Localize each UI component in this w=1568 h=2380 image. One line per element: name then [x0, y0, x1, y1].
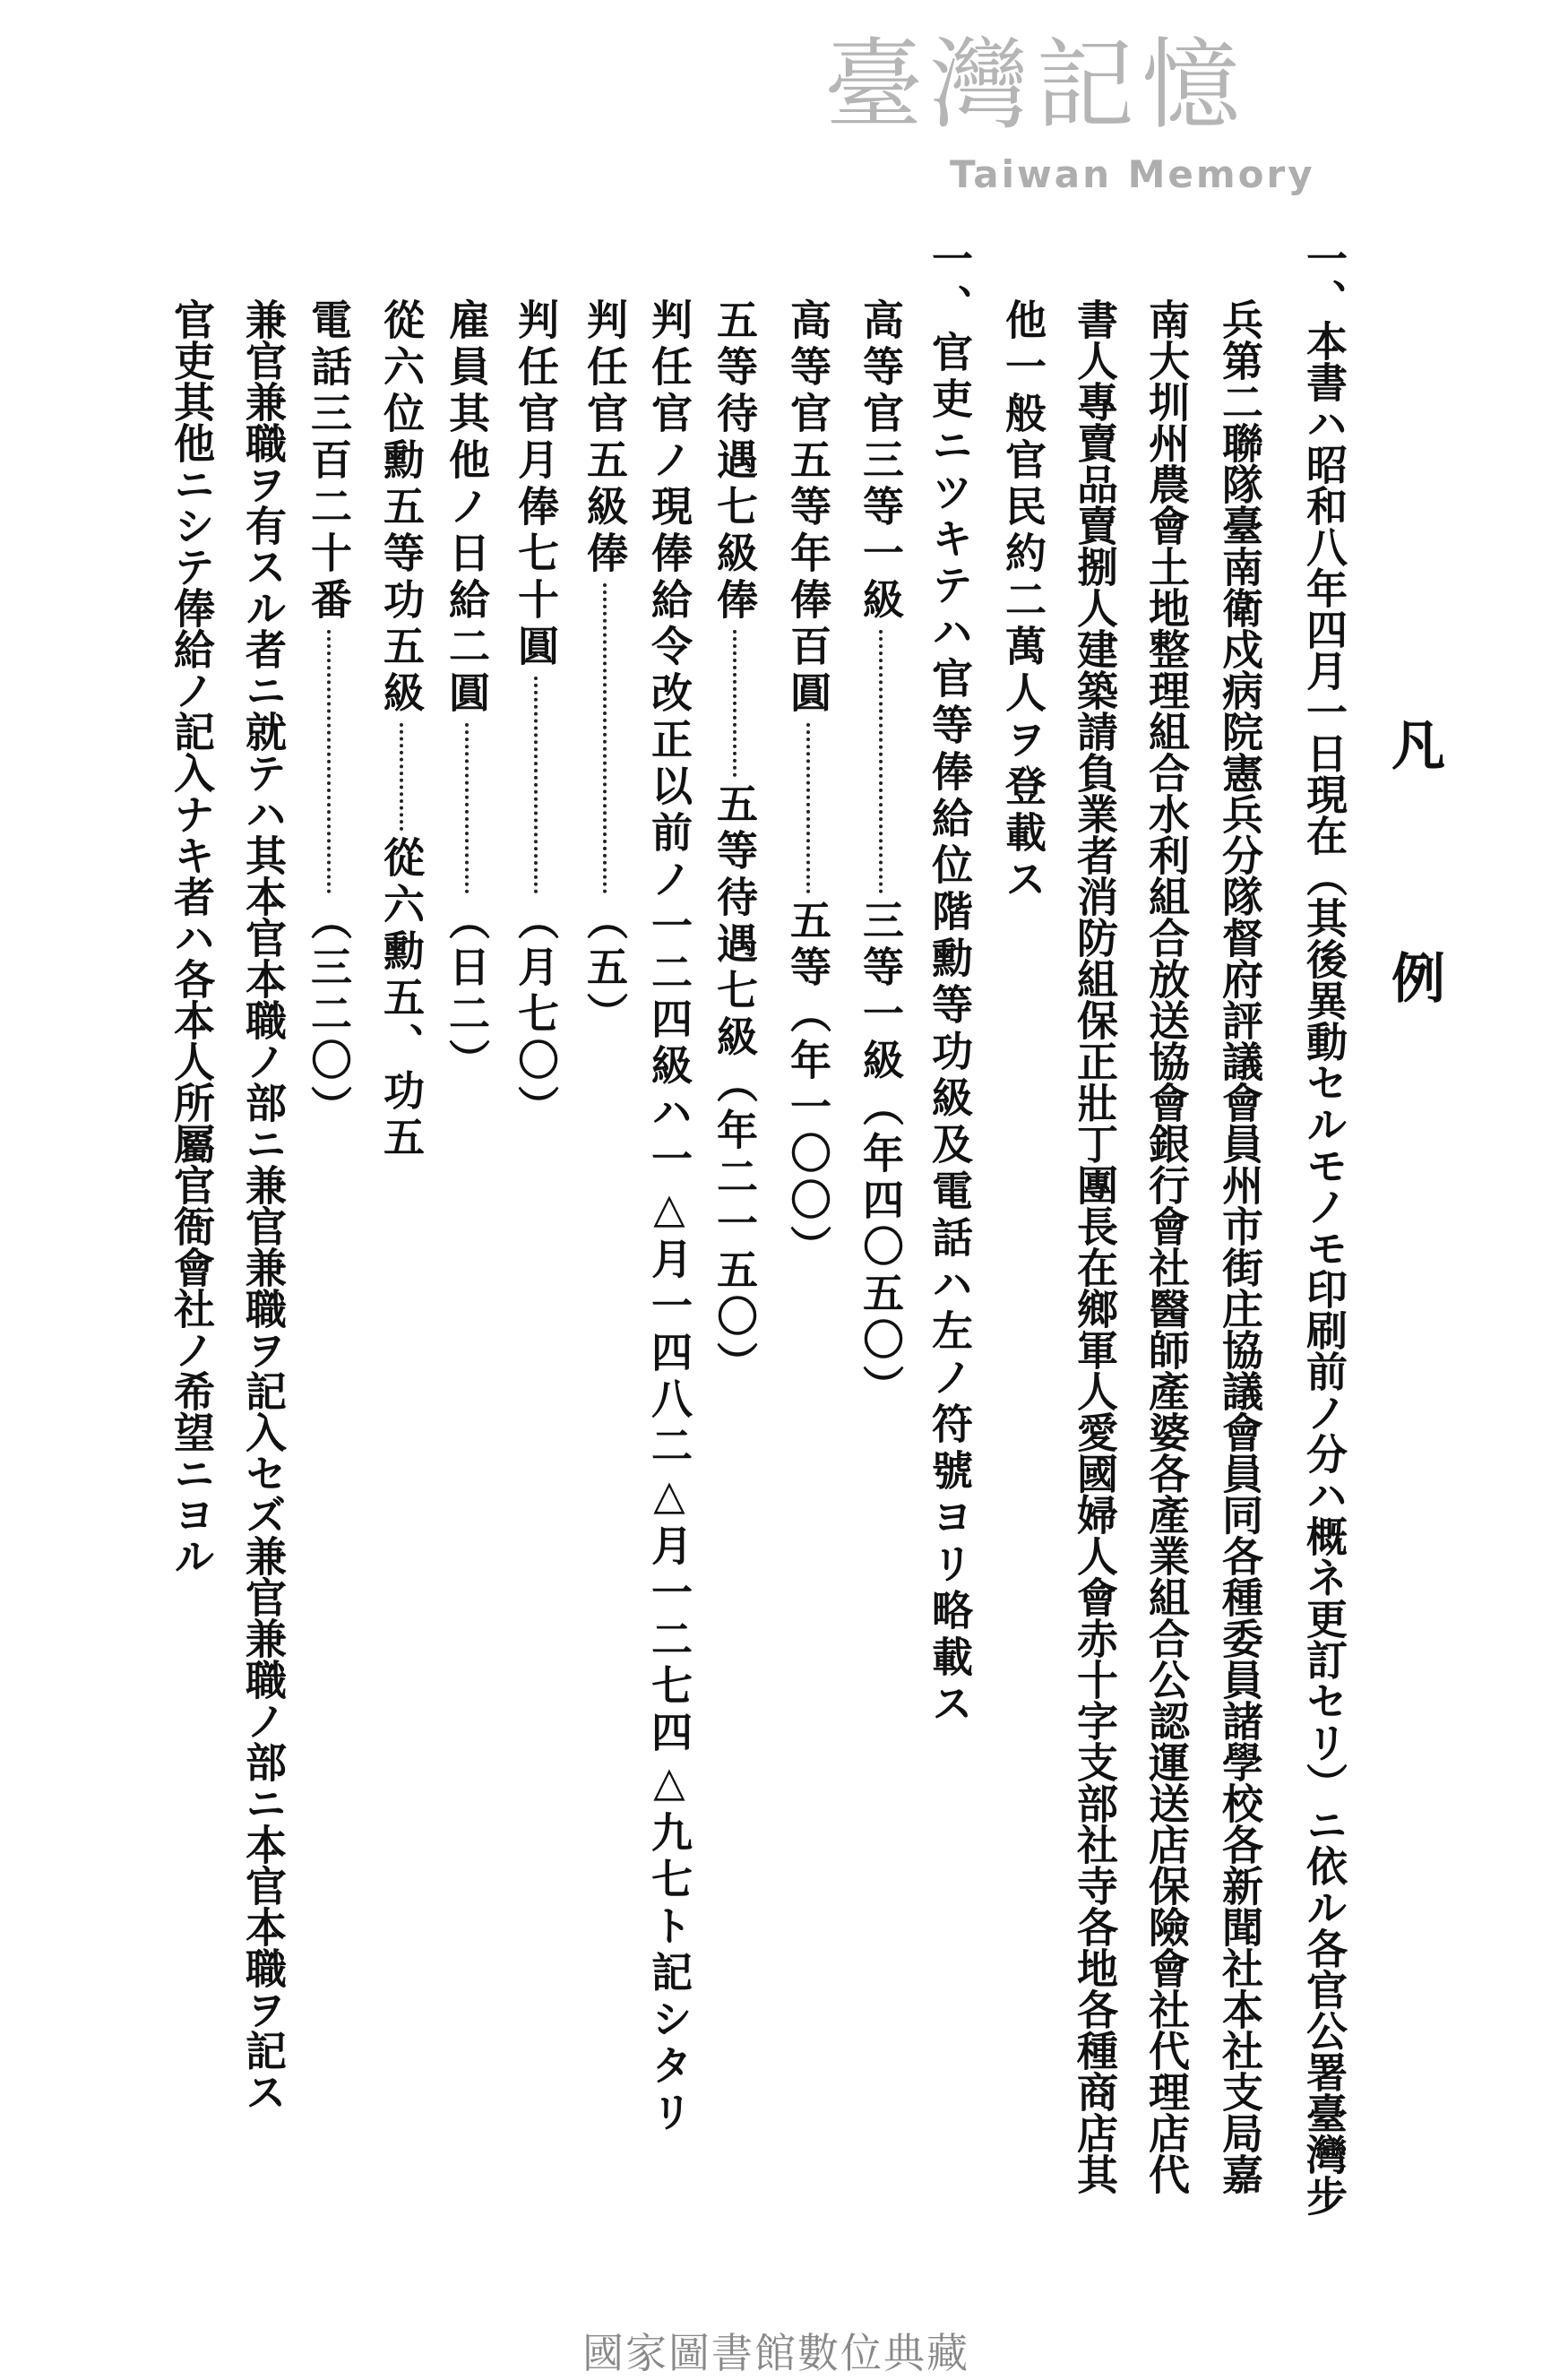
page-title-char-2: 例	[1383, 950, 1445, 1004]
entry-label: 判任官月俸七十圓	[512, 298, 560, 671]
closing-line-1: 兼官兼職ヲ有スル者ニ就テハ其本官本職ノ部ニ兼官兼職ヲ記入セズ兼官兼職ノ部ニ本官本職ヲ記ス	[239, 298, 288, 2112]
note-line: 判任官ノ現俸給令改正以前ノ一二四級ハ一△月一四八二△月一二七四△九七ト記シタリ	[645, 298, 694, 2137]
entry-row	[786, 298, 831, 1804]
paragraph-1-line-5: 他一般官民約二萬人ヲ登載ス	[999, 298, 1047, 904]
footer-credit: 國家圖書館數位典藏	[582, 2329, 969, 2377]
dotted-leader	[400, 723, 403, 831]
entry-label: 從六位勳五等功五級	[377, 298, 426, 718]
paragraph-1-line-2: 兵第二聯隊臺南衛戍病院憲兵分隊督府評議會員州市街庄協議會員同各種委員諸學校各新聞社本社支局嘉	[1216, 298, 1264, 2195]
entry-value: 五等待遇七級（年二一五〇）	[711, 782, 759, 1388]
entry-value: 三等一級（年四〇五〇）	[857, 899, 905, 1411]
entry-label: 判任官五級俸	[581, 298, 629, 578]
entry-row	[712, 298, 757, 1876]
watermark-logo: 臺灣記憶	[824, 28, 1247, 142]
entry-label: 雇員其他ノ日給二圓	[443, 298, 491, 718]
dotted-leader	[806, 723, 810, 893]
dotted-leader	[465, 723, 469, 893]
entry-value: （日二）	[443, 899, 491, 1085]
entry-label: 五等待遇七級俸	[711, 298, 759, 625]
dotted-leader	[327, 630, 331, 893]
dotted-leader	[733, 630, 737, 777]
dotted-leader	[603, 583, 607, 893]
entry-row	[582, 298, 627, 1096]
watermark-english: Taiwan Memory	[950, 152, 1315, 196]
dotted-leader	[534, 677, 538, 893]
closing-line-2: 官吏其他ニシテ俸給ノ記入ナキ者ハ各本人所屬官衙會社ノ希望ニヨル	[168, 298, 216, 1576]
entry-value: （月七〇）	[512, 899, 560, 1132]
entry-value: 從六勳五、功五	[377, 836, 426, 1162]
paragraph-1-line-4: 書人專賣品賣捌人建築請負業者消防組保正壯丁團長在鄉軍人愛國婦人會赤十字支部社寺各地各種商店其	[1071, 298, 1119, 2195]
entry-row	[306, 298, 351, 1194]
entry-label: 高等官三等一級	[857, 298, 905, 625]
paragraph-1-line-3: 南大圳州農會土地整理組合水利組合放送協會銀行會社醫師產婆各產業組合公認運送店保險會社代理店代	[1142, 298, 1191, 2195]
entry-value: 五等（年一〇〇）	[784, 899, 832, 1272]
page-title-char-1: 凡	[1383, 717, 1445, 771]
entry-label: 電話三百二十番	[305, 298, 353, 625]
dotted-leader	[879, 630, 883, 893]
entry-row	[858, 298, 903, 1867]
entry-row	[444, 298, 489, 1150]
paragraph-2: 一、官吏ニツキテハ官等俸給位階勳等功級及電話ハ左ノ符號ヨリ略載ス	[926, 237, 974, 1729]
paragraph-1-line-1: 一、本書ハ昭和八年四月一日現在（其後異動セルモノモ印刷前ノ分ハ概ネ更訂セリ）ニ依ル各官公署臺灣步	[1300, 237, 1348, 2216]
entry-value: （五）	[581, 899, 629, 1039]
entry-row	[513, 298, 558, 1194]
entry-row	[379, 298, 424, 1786]
entry-label: 高等官五等年俸百圓	[784, 298, 832, 718]
entry-value: （三二〇）	[305, 899, 353, 1132]
